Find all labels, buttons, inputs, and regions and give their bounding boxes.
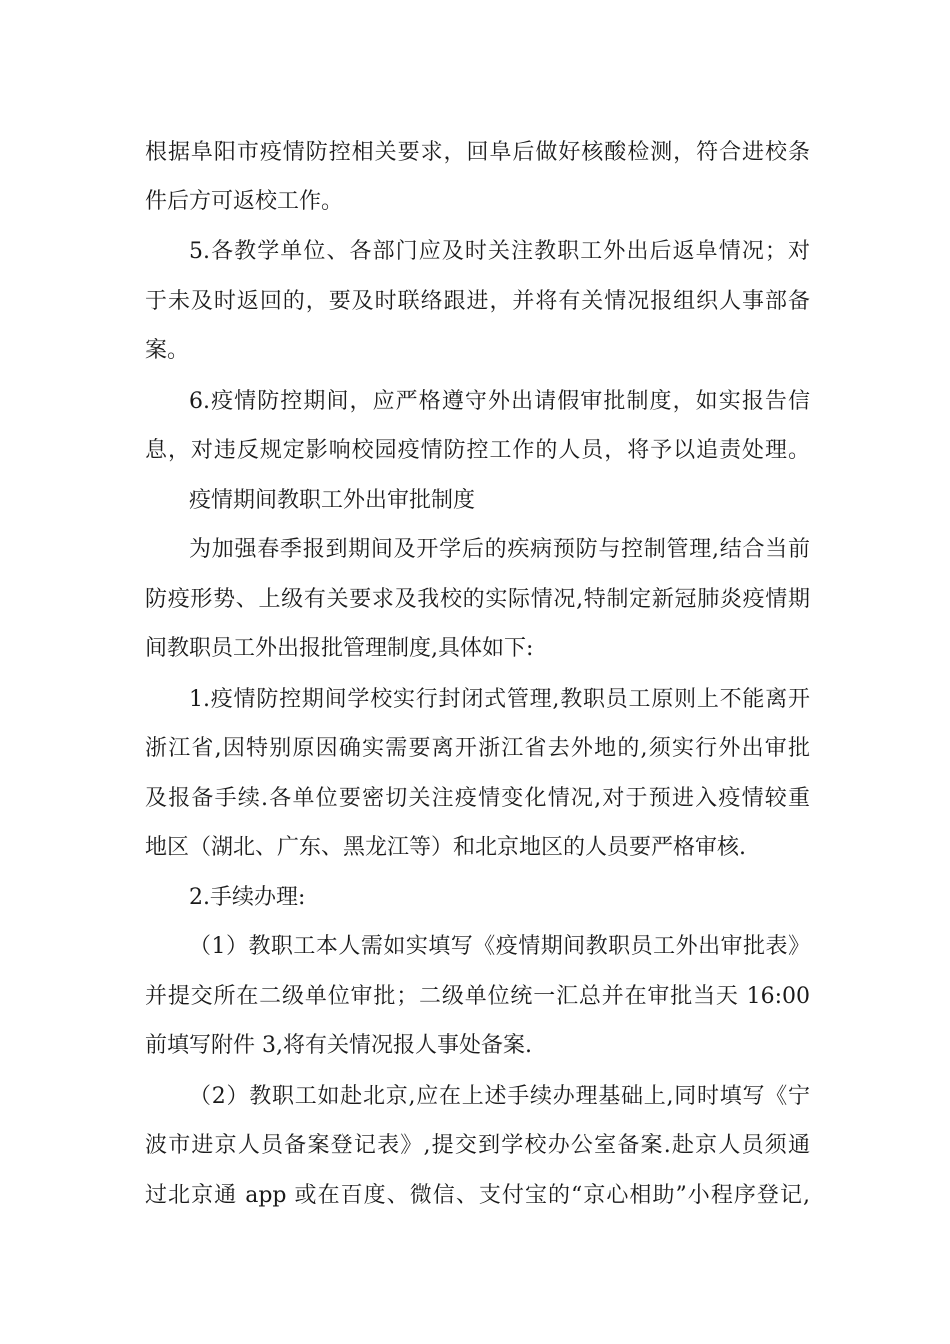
section-heading: 疫情期间教职工外出审批制度 [189, 488, 476, 513]
text-line: 并提交所在二级单位审批；二级单位统一汇总并在审批当天 16:00 [145, 984, 810, 1009]
text-line: 浙江省,因特别原因确实需要离开浙江省去外地的,须实行外出审批 [145, 736, 810, 761]
text-line: 为加强春季报到期间及开学后的疾病预防与控制管理,结合当前 [189, 537, 810, 562]
text-line: 地区（湖北、广东、黑龙江等）和北京地区的人员要严格审核. [145, 835, 746, 860]
text-line: 案。 [145, 338, 190, 363]
text-line: 过北京通 app 或在百度、微信、支付宝的“京心相助”小程序登记, [145, 1183, 810, 1208]
text-line: 息，对违反规定影响校园疫情防控工作的人员，将予以追责处理。 [145, 438, 810, 463]
text-line: 间教职员工外出报批管理制度,具体如下: [145, 636, 534, 661]
text-line: 及报备手续.各单位要密切关注疫情变化情况,对于预进入疫情较重 [145, 786, 810, 811]
text-line: （1）教职工本人需如实填写《疫情期间教职员工外出审批表》 [189, 934, 810, 959]
text-line: 件后方可返校工作。 [145, 189, 344, 214]
text-line: 根据阜阳市疫情防控相关要求，回阜后做好核酸检测，符合进校条 [145, 140, 810, 165]
text-line: 波市进京人员备案登记表》,提交到学校办公室备案.赴京人员须通 [145, 1133, 810, 1158]
text-line: 5.各教学单位、各部门应及时关注教职工外出后返阜情况；对 [189, 239, 810, 264]
text-line: 前填写附件 3,将有关情况报人事处备案. [145, 1033, 532, 1058]
text-line: 2.手续办理: [189, 885, 306, 910]
text-line: 于未及时返回的，要及时联络跟进，并将有关情况报组织人事部备 [145, 289, 810, 314]
text-line: 1.疫情防控期间学校实行封闭式管理,教职员工原则上不能离开 [189, 687, 810, 712]
text-line: 6.疫情防控期间，应严格遵守外出请假审批制度，如实报告信 [189, 389, 810, 414]
text-line: （2）教职工如赴北京,应在上述手续办理基础上,同时填写《宁 [189, 1084, 810, 1109]
text-line: 防疫形势、上级有关要求及我校的实际情况,特制定新冠肺炎疫情期 [145, 587, 810, 612]
